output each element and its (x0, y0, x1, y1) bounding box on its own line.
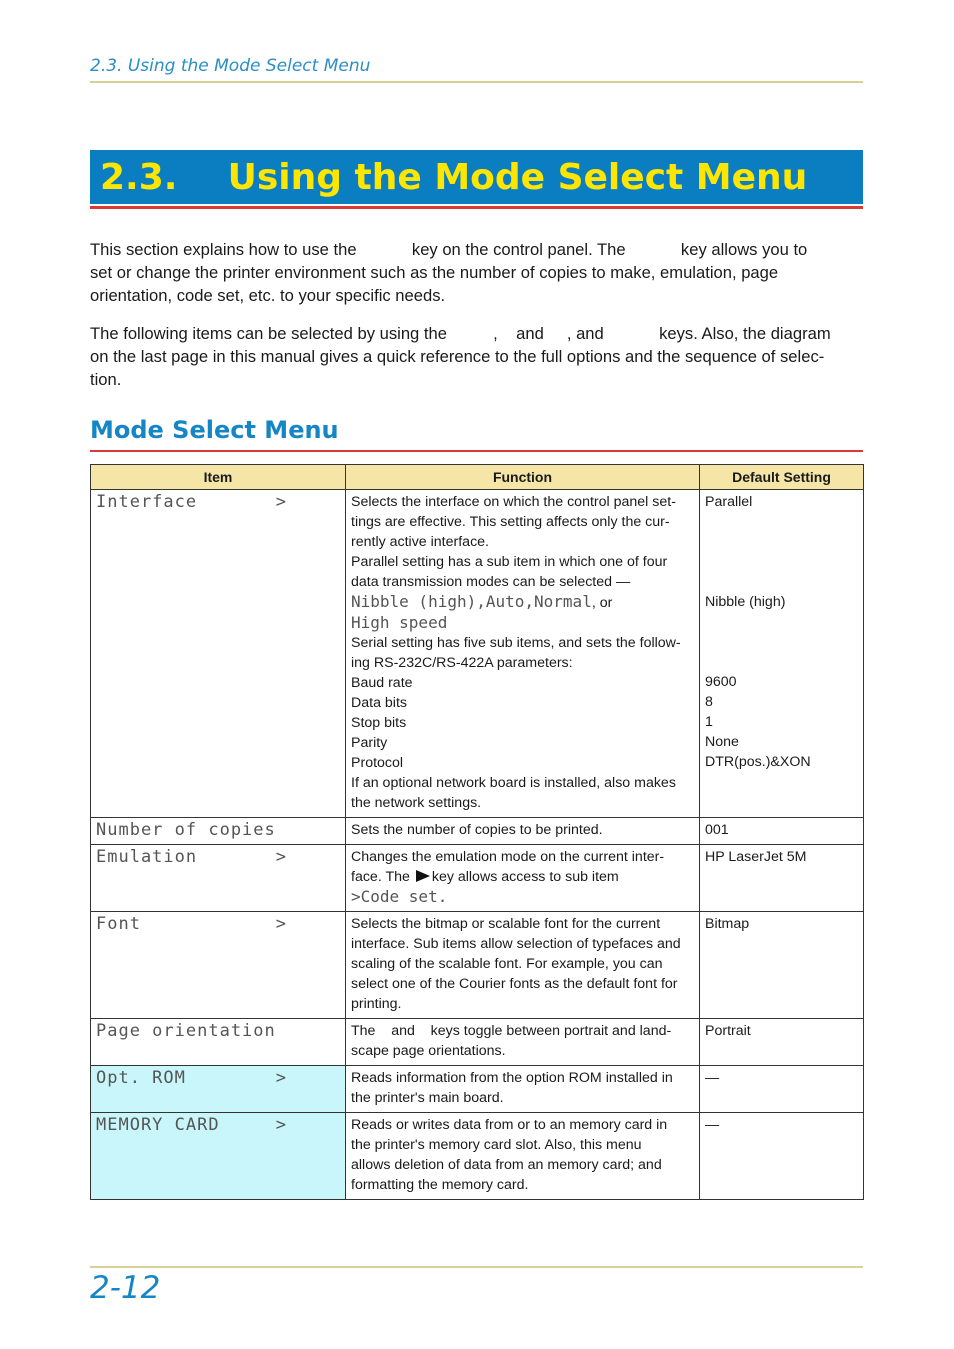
table-row (91, 490, 864, 818)
section-number: 2.3. (100, 156, 178, 198)
function-cell: The and keys toggle between portrait and land- scape page orientations. (346, 1019, 700, 1066)
item-cell: Emulation > (91, 845, 346, 912)
default-cell: — (700, 1066, 864, 1113)
intro-paragraph-1: This section explains how to use the key on the control panel. The key allows you to set or change the printer environment such as the number of copies to make, emulation, page orientation, code set, etc. to your specific needs. (90, 240, 808, 305)
page-number: 2-12 (90, 1270, 161, 1306)
table-row (91, 912, 864, 1019)
submenu-arrow: > (275, 1115, 287, 1135)
header-function: Function (346, 465, 700, 490)
function-cell: Reads information from the option ROM installed in the printer's main board. (346, 1066, 700, 1113)
title-rule (90, 206, 863, 209)
header-rule (90, 81, 863, 83)
item-cell: Interface > (91, 490, 346, 818)
submenu-arrow: > (275, 847, 287, 867)
default-cell: Bitmap (700, 912, 864, 1019)
function-cell: Sets the number of copies to be printed. (346, 818, 700, 845)
header-item: Item (91, 465, 346, 490)
default-cell: — (700, 1113, 864, 1200)
item-cell: MEMORY CARD > (91, 1113, 346, 1200)
mode-select-table (90, 464, 864, 1200)
submenu-arrow: > (275, 492, 287, 512)
subsection-rule (90, 450, 863, 452)
intro-paragraph-2: The following items can be selected by using the , and , and keys. Also, the diagram on the last page in this manual gives a quick reference to the full options and the sequence of selec- tion. (90, 324, 831, 389)
function-cell: Changes the emulation mode on the current inter- face. The key allows access to sub item >Code set. (346, 845, 700, 912)
table-row (91, 845, 864, 912)
section-title: Using the Mode Select Menu (227, 156, 808, 198)
table-row (91, 1066, 864, 1113)
header-default: Default Setting (700, 465, 864, 490)
submenu-arrow: > (275, 914, 287, 934)
function-cell: Selects the bitmap or scalable font for the current interface. Sub items allow selection of typefaces and scaling of the scalable font. For example, you can select one of the Courier fonts as the default font for printing. (346, 912, 700, 1019)
footer-rule (90, 1266, 863, 1268)
table-header-row (91, 465, 864, 490)
submenu-arrow: > (275, 1068, 287, 1088)
item-cell: Number of copies (91, 818, 346, 845)
table-row (91, 1019, 864, 1066)
default-cell: Parallel Nibble (high) 9600 8 1 None DTR(pos.)&XON (700, 490, 864, 818)
section-title-bar (90, 150, 863, 204)
default-cell: HP LaserJet 5M (700, 845, 864, 912)
item-cell: Page orientation (91, 1019, 346, 1066)
default-cell: Portrait (700, 1019, 864, 1066)
item-cell: Opt. ROM > (91, 1066, 346, 1113)
running-header: 2.3. Using the Mode Select Menu (90, 56, 371, 76)
right-arrow-key-icon (416, 870, 430, 882)
table-row (91, 818, 864, 845)
function-cell: Selects the interface on which the control panel set- tings are effective. This setting affects only the cur- rently active interface. Parallel setting has a sub item in which one of four data transmission modes can be selected — Nibble (high),Auto,Normal, or High speed Serial setting has five sub items, and sets the follow- ing RS-232C/RS-422A parameters: Baud rate Data bits Stop bits Parity Protocol If an optional network board is installed, also makes the network settings. (346, 490, 700, 818)
subsection-heading: Mode Select Menu (90, 416, 339, 444)
function-cell: Reads or writes data from or to an memory card in the printer's memory card slot. Also, this menu allows deletion of data from an memory card; and formatting the memory card. (346, 1113, 700, 1200)
default-cell: 001 (700, 818, 864, 845)
table-row (91, 1113, 864, 1200)
item-cell: Font > (91, 912, 346, 1019)
